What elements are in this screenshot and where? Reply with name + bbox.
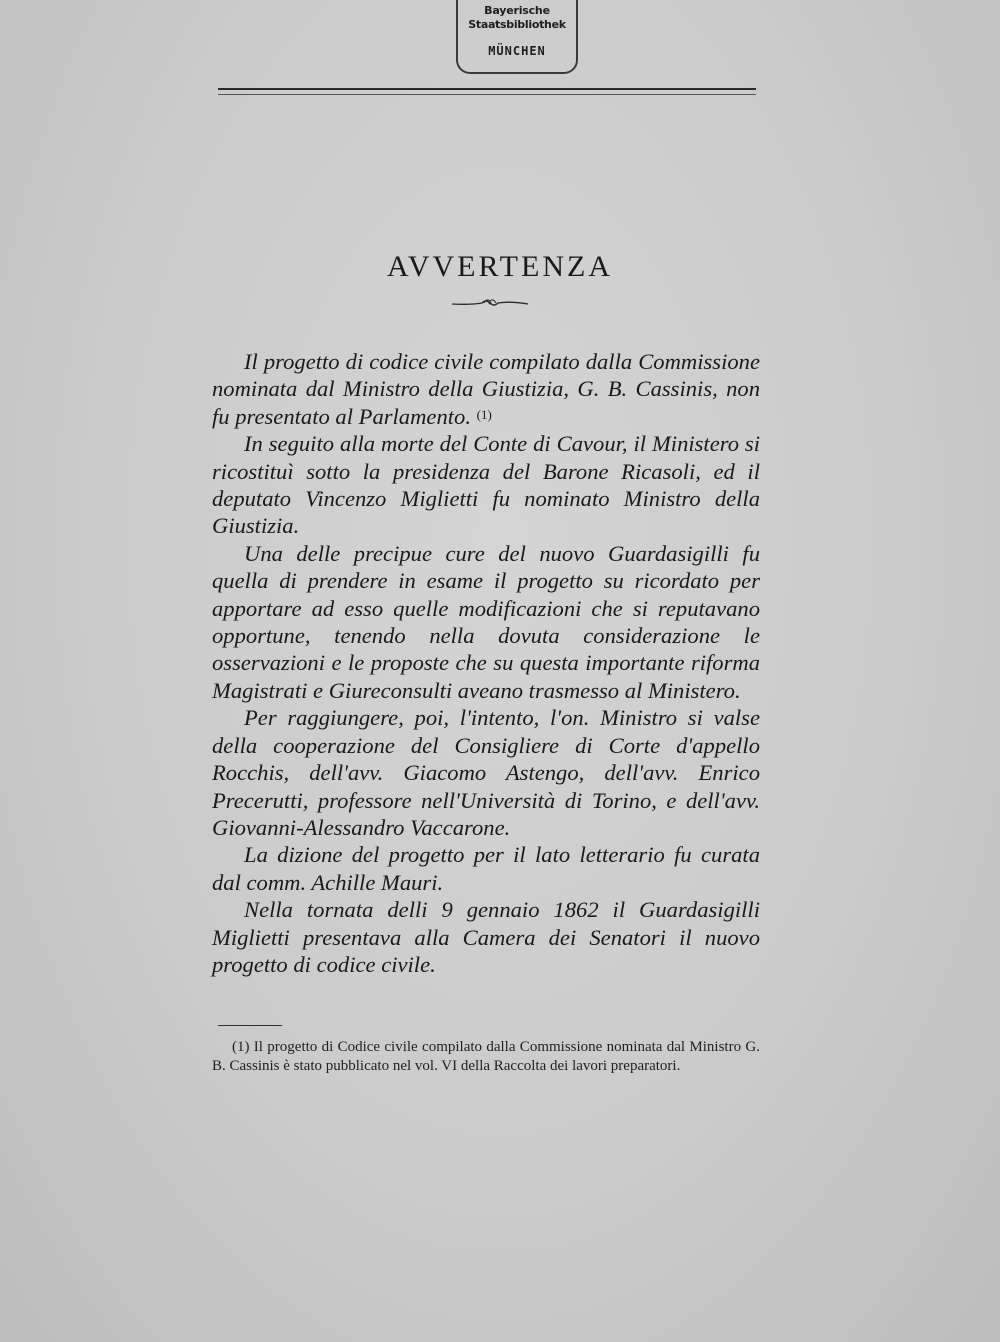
header-rule-thin	[218, 94, 756, 95]
stamp-line-3: MÜNCHEN	[488, 44, 546, 58]
paragraph-2: In seguito alla morte del Conte di Cavour, il Ministero si ricostituì sotto la presidenza del Barone Ricasoli, ed il deputato Vincenzo Miglietti fu nominato Ministro della Giustizia.	[212, 431, 760, 539]
ornament-divider-icon	[450, 296, 530, 310]
paragraph-6: Nella tornata delli 9 gennaio 1862 il Guardasigilli Miglietti presentava alla Camera dei Senatori il nuovo progetto di codice civile.	[212, 897, 760, 977]
paragraph-5: La dizione del progetto per il lato letterario fu curata dal comm. Achille Mauri.	[212, 842, 760, 895]
stamp-line-2: Staatsbibliothek	[468, 18, 566, 31]
paragraph-3: Una delle precipue cure del nuovo Guardasigilli fu quella di prendere in esame il progetto su ricordato per apportare ad esso quelle modificazioni che si reputavano opportune, tenendo nella dovuta considerazione le osservazioni e le proposte che su questa importante riforma Magistrati e Giureconsulti aveano trasmesso al Ministero.	[212, 540, 760, 703]
footnote-text: (1) Il progetto di Codice civile compilato dalla Commissione nominata dal Ministro G. B. Cassinis è stato pubblicato nel vol. VI della Raccolta dei lavori preparatori.	[212, 1039, 760, 1074]
stamp-line-1: Bayerische	[484, 4, 550, 17]
page-title: AVVERTENZA	[387, 250, 613, 283]
paragraph-1	[212, 348, 760, 430]
paragraph-4: Per raggiungere, poi, l'intento, l'on. Ministro si valse della cooperazione del Consigliere di Corte d'appello Rocchis, dell'avv. Giacomo Astengo, dell'avv. Enrico Precerutti, professore nell'Università di Torino, e dell'avv. Giovanni-Alessandro Vaccarone.	[212, 705, 760, 840]
paragraph-1-text: Il progetto di codice civile compilato dalla Commissione nominata dal Ministro della Giustizia, G. B. Cassinis, non fu presentato al Parlamento.	[212, 349, 760, 429]
header-rule	[218, 88, 756, 90]
footnote-rule	[218, 1025, 282, 1026]
body-text	[212, 348, 760, 978]
library-stamp	[456, 0, 578, 74]
footnote-marker: (1)	[476, 406, 492, 422]
footnote	[212, 1038, 760, 1076]
